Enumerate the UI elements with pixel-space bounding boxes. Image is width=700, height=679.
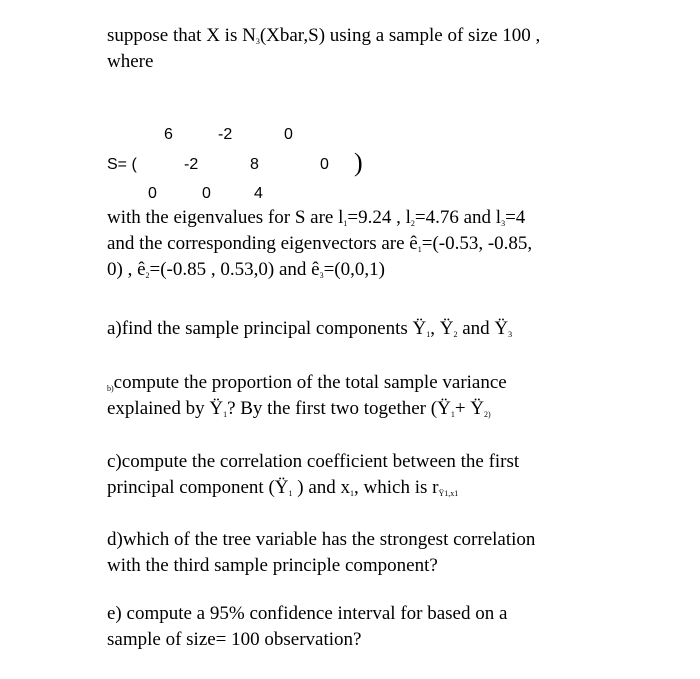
qb-text-3: ? By the first two together (Ÿ bbox=[227, 398, 451, 419]
eigen-text-c: =4.76 and l bbox=[414, 207, 502, 228]
eigen-sub-1: 1 bbox=[343, 219, 348, 228]
qb-text-4: + Ÿ bbox=[454, 398, 484, 419]
qc-text-2: ) and x bbox=[292, 477, 351, 498]
qc-sub-2: 1 bbox=[350, 489, 355, 498]
qa-sub-3: 3 bbox=[508, 330, 513, 339]
qc-sub-1: 1 bbox=[288, 489, 293, 498]
matrix-label: S= ( bbox=[107, 156, 137, 173]
eigvec-text-e: =(0,0,1) bbox=[323, 259, 385, 280]
matrix-cell-r3c3: 4 bbox=[254, 185, 263, 202]
matrix-cell-r3c1: 0 bbox=[148, 185, 157, 202]
matrix-cell-r3c2: 0 bbox=[202, 185, 211, 202]
eigvec-text-b: =(-0.53, -0.85, bbox=[421, 233, 533, 254]
qb-text-1: compute the proportion of the total sample variance bbox=[113, 372, 507, 393]
intro-line-2: where bbox=[107, 51, 154, 72]
intro-text: suppose that X is N bbox=[107, 25, 256, 46]
qb-marker: b) bbox=[107, 384, 114, 393]
qc-sub-3: Ÿ1,x1 bbox=[438, 489, 459, 498]
qa-mid-2: and Ÿ bbox=[457, 318, 509, 339]
eigen-text-b: =9.24 , l bbox=[347, 207, 411, 228]
qb-sub-1: 1 bbox=[223, 410, 228, 419]
matrix-cell-r2c2: 8 bbox=[250, 156, 259, 173]
matrix-cell-r2c3: 0 bbox=[320, 156, 329, 173]
eigvec-sub-2: 2 bbox=[145, 271, 150, 280]
eigenvalues-line bbox=[107, 207, 525, 235]
intro-line-1 bbox=[107, 25, 540, 53]
question-b-line-2 bbox=[107, 398, 491, 426]
matrix-cell-r2c1: -2 bbox=[184, 156, 199, 173]
matrix-cell-r1c2: -2 bbox=[218, 126, 233, 143]
question-e-line-2: sample of size= 100 observation? bbox=[107, 629, 362, 650]
qa-sub-1: 1 bbox=[426, 330, 431, 339]
eigenvectors-line-2 bbox=[107, 259, 385, 287]
qa-mid-1: , Ÿ bbox=[430, 318, 454, 339]
matrix-cell-r1c3: 0 bbox=[284, 126, 293, 143]
qb-text-2: explained by Ÿ bbox=[107, 398, 224, 419]
question-c-line-1: c)compute the correlation coefficient between the first bbox=[107, 451, 520, 472]
eigvec-text-d: =(-0.85 , 0.53,0) and ê bbox=[149, 259, 320, 280]
qa-text: a)find the sample principal components Ÿ bbox=[107, 318, 427, 339]
eigvec-text-c: 0) , ê bbox=[107, 259, 146, 280]
eigvec-sub-3: 3 bbox=[319, 271, 324, 280]
question-d-line-1: d)which of the tree variable has the strongest correlation bbox=[107, 529, 536, 550]
qc-text-1: principal component (Ÿ bbox=[107, 477, 289, 498]
question-b-line-1 bbox=[107, 372, 507, 400]
eigen-sub-3: 3 bbox=[501, 219, 506, 228]
eigenvectors-line-1 bbox=[107, 233, 532, 261]
question-d-line-2: with the third sample principle component? bbox=[107, 555, 438, 576]
qa-sub-2: 2 bbox=[453, 330, 458, 339]
eigen-text-a: with the eigenvalues for S are l bbox=[107, 207, 344, 228]
eigvec-text-a: and the corresponding eigenvectors are ê bbox=[107, 233, 418, 254]
question-a bbox=[107, 318, 512, 346]
intro-text-rest: (Xbar,S) using a sample of size 100 , bbox=[259, 25, 541, 46]
eigen-sub-2: 2 bbox=[410, 219, 415, 228]
question-e-line-1: e) compute a 95% confidence interval for based on a bbox=[107, 603, 508, 624]
eigvec-sub-1: 1 bbox=[417, 245, 422, 254]
eigen-text-d: =4 bbox=[505, 207, 526, 228]
matrix-cell-r1c1: 6 bbox=[164, 126, 173, 143]
matrix-close-paren: ) bbox=[354, 148, 363, 177]
qc-text-3: , which is r bbox=[354, 477, 439, 498]
qb-sub-2: 1 bbox=[450, 410, 455, 419]
question-c-line-2 bbox=[107, 477, 458, 505]
qb-sub-3: 2) bbox=[484, 410, 491, 419]
intro-sub: 3 bbox=[255, 37, 260, 46]
